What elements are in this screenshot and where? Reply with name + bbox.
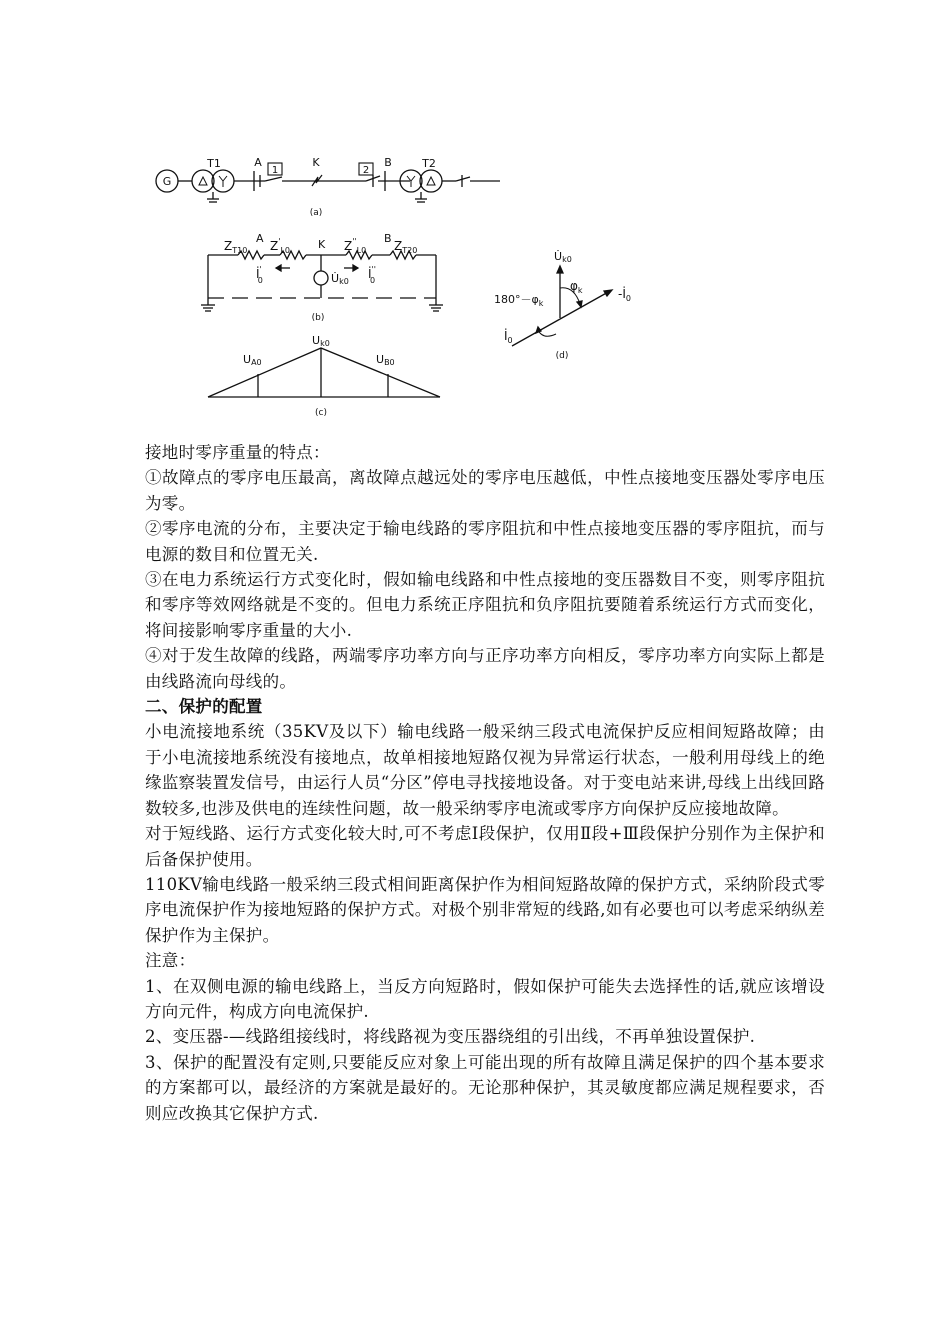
paragraph: ①故障点的零序电压最高，离故障点越远处的零序电压越低，中性点接地变压器处零序电压为零。 [145, 468, 825, 513]
fault-point-label: K [312, 156, 320, 169]
panel-d-caption: (d) [555, 351, 569, 361]
paragraph: 接地时零序重量的特点： [145, 443, 330, 462]
panel-a-system-diagram [156, 156, 500, 218]
breaker-2-label: 2 [362, 165, 370, 176]
section-heading: 二、保护的配置 [145, 697, 263, 717]
paragraph: ②零序电流的分布，主要决定于输电线路的零序阻抗和中性点接地变压器的零序阻抗，而与电源的数目和位置无关. [145, 519, 825, 564]
label-uk0-phasor: U̇k0 [554, 250, 572, 264]
label-bus-b: B [384, 232, 392, 245]
label-uk0-peak: Uk0 [312, 334, 330, 348]
label-zl0-double-prime: $Z''_{L0}$ [344, 237, 367, 255]
panel-b-zero-sequence-network [201, 232, 443, 323]
panel-b-caption: (b) [311, 313, 325, 323]
paragraph: 注意： [145, 951, 196, 971]
paragraph: ③在电力系统运行方式变化时，假如输电线路和中性点接地的变压器数目不变，则零序阻抗和零序等效网络就是不变的。但电力系统正序阻抗和负序阻抗要随着系统运行方式而变化，将间接影响零序重量的大小. [145, 570, 825, 640]
label-ub0: UB0 [376, 353, 395, 367]
panel-c-caption: (c) [315, 408, 327, 418]
label-bus-a: A [256, 232, 264, 245]
label-zt20: $Z_{T20}$ [394, 239, 418, 255]
transformer-1-label: T1 [207, 157, 221, 170]
label-fault-k: K [318, 238, 326, 251]
transformer-2-delta-winding [420, 170, 442, 192]
paragraph: 小电流接地系统（35KV及以下）输电线路一般采纳三段式电流保护反应相间短路故障；由于小电流接地系统没有接地点，故单相接地短路仅视为异常运行状态，一般利用母线上的绝缘监察装置发信号，由运行人员“分区”停电寻找接地设备。对于变电站来讲,母线上出线回路数较多,也涉及供电的连续性问题，故一般采纳零序电流或零序方向保护反应接地故障。 [145, 722, 825, 818]
paragraph: 110KV输电线路一般采纳三段式相间距离保护作为相间短路故障的保护方式，采纳阶段式零序电流保护作为接地短路的保护方式。对极个别非常短的线路,如有必要也可以考虑采纳纵差保护作为主保护。 [145, 874, 825, 945]
label-minus-i0: $-İ_0$ [618, 287, 631, 303]
label-zl0-prime: $Z'_{L0}$ [270, 237, 290, 255]
label-i0-phasor: $İ_0$ [504, 329, 513, 345]
label-ua0: UA0 [243, 353, 262, 367]
bus-a-label: A [254, 156, 262, 169]
paragraph: 3、保护的配置没有定则,只要能反应对象上可能出现的所有故障且满足保护的四个基本要求的方案都可以，最经济的方案就是最好的。无论那种保护，其灵敏度都应满足规程要求，否则应改换其它保护方式. [145, 1052, 825, 1123]
panel-d-phasor-diagram [494, 250, 631, 361]
paragraph: 对于短线路、运行方式变化较大时,可不考虑Ⅰ段保护，仅用Ⅱ段+Ⅲ段保护分别作为主保护和后备保护使用。 [145, 824, 825, 869]
panel-a-caption: (a) [309, 208, 323, 218]
paragraph: ④对于发生故障的线路，两端零序功率方向与正序功率方向相反，零序功率方向实际上都是由线路流向母线的。 [145, 646, 825, 691]
paragraph: 1、在双侧电源的输电线路上，当反方向短路时，假如保护可能失去选择性的话,就应该增设方向元件，构成方向电流保护. [145, 976, 825, 1021]
transformer-1-delta-winding [192, 170, 214, 192]
zero-sequence-diagram [140, 150, 660, 425]
label-i0-right: İ'' 0 [368, 265, 376, 285]
label-i0-left: İ' 0 [256, 265, 263, 285]
document-body [145, 440, 825, 1126]
paragraph: 2、变压器-—线路组接线时，将线路视为变压器绕组的引出线，不再单独设置保护. [145, 1027, 756, 1047]
breaker-1-label: 1 [271, 165, 279, 176]
voltage-source-uk0 [314, 271, 328, 285]
transformer-2-label: T2 [422, 157, 436, 170]
label-phi-k: $\varphi_k$ [570, 279, 583, 295]
label-zt10: $Z_{T10}$ [224, 239, 248, 255]
panel-c-voltage-distribution [208, 334, 440, 418]
label-180-minus-phi: $180^\circ-\varphi_k$ [494, 293, 544, 308]
label-uk0: U̇k0 [331, 272, 349, 286]
generator-label: G [162, 175, 172, 188]
bus-b-label: B [384, 156, 392, 169]
